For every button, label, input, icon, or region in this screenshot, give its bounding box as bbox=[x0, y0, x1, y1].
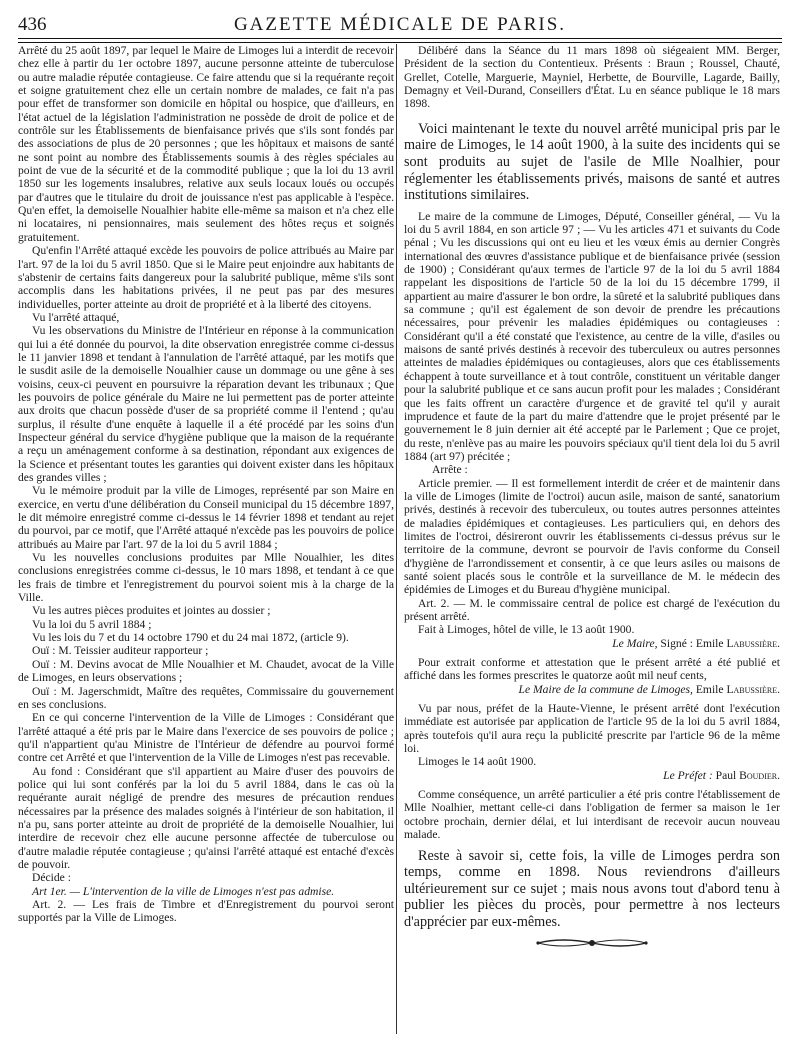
closing-paragraph: Reste à savoir si, cette fois, la ville de Limoges perdra son temps, comme en 1898. Nous reviendrons d'ailleurs ultérieurement sur ce sujet ; mais nous avons tout d'abord tenu à publier les pièces du procès, pour permettre à nos lecteurs d'apprécier par eux-mêmes. bbox=[404, 847, 780, 930]
signature-text: Emile bbox=[692, 682, 727, 696]
paragraph: Vu la loi du 5 avril 1884 ; bbox=[32, 617, 152, 631]
signature-role: Le Maire, bbox=[612, 636, 658, 650]
signature-text: Signé : Emile bbox=[657, 636, 727, 650]
paragraph: Art. 2. — Les frais de Timbre et d'Enregistrement du pourvoi seront supportés par la Ville de Limoges. bbox=[18, 898, 394, 925]
signature-name: Labussière. bbox=[726, 682, 780, 696]
paragraph: Décide : bbox=[32, 871, 71, 885]
paragraph: Vu les lois du 7 et du 14 octobre 1790 et du 24 mai 1872, (article 9). bbox=[32, 631, 349, 645]
preamble: Le maire de la commune de Limoges, Député, Conseiller général, — Vu la loi du 5 avril 1884, en son article 97 ; — Vu les articles 471 et suivants du Code pénal ; Vu les discussions qui ont eu lieu et les vœux émis au dernier Congrès international des œuvres d'assistance publique et de bienfaisance privée (session de 1900) ; Considérant qu'aux termes de l'article 97 de la loi du 5 avril 1884 rappelant les dispositions de l'article 50 de la loi du 15 décembre 1799, il appartient au maire d'assurer le bon ordre, la sûreté et la salubrité publiques dans sa commune ; qu'il est également de son devoir de prendre les précautions nécessaires, pour prévenir les maladies épidémiques ou contagieuses : Considérant qu'il a été constaté que l'existence, au centre de la ville, d'asiles ou maisons de santé privés destinés à recevoir des tuberculeux ou autres personnes atteintes de maladies épidémiques ou contagieuses, alors que ces établissements échappent à toute surveillance et à tout contrôle, constituent un véritable danger pour la salubrité publique et ce sans aucun profit pour les malades ; Considérant que les faits offrent un caractère d'urgence et de gravité tel qu'il y aurait imprudence et faute de la part du maire d'attendre que le projet présenté par le gouvernement le 8 juin dernier ait été accepté par le Parlement ; Que ce projet, du reste, n'enlève pas au maire les pouvoirs spéciaux qu'il tient dela loi du 5 avril 1884 (art 97) précitée ; bbox=[404, 209, 780, 463]
paragraph: Qu'enfin l'Arrêté attaqué excède les pouvoirs de police attribués au Maire par l'art. 97 de la loi du 5 avril 1850. Que si le Maire peut enjoindre aux habitants de s'abstenir de certains faits dangereux pour la salubrité publique, même s'ils sont accomplis dans les habitations privées, il ne peut pas par des mesures individuelles, porter atteinte au droit de propriété et à la liberté des citoyens. bbox=[18, 244, 394, 311]
prefet-date: Limoges le 14 août 1900. bbox=[418, 755, 537, 769]
paragraph: Vu les observations du Ministre de l'Intérieur en réponse à la communication qui lui a été donnée du pourvoi, la dite observation enregistrée comme ci-dessus le 11 janvier 1898 et tendant à l'annulation de l'arrêté attaqué, par les motifs que le susdit asile de la demoiselle Noualhier cause un dommage ou une gêne à ses voisins, ceux-ci peuvent en poursuivre la réparation devant les tribunaux ; Que les pouvoirs de police générale du Maire ne lui permettent pas de porter atteinte aux droits que chacun possède d'user de sa propriété comme il l'entend ; qu'au surplus, il résulte d'une enquête à laquelle il a été procédé par les soins d'un Inspecteur général du service d'hygiène publique que la maison de la requérante a reçu un aménagement conforme à sa destination, répondant aux exigences de la Science et présentant toutes les garanties qui doivent exister dans les hôpitaux des grandes villes ; bbox=[18, 324, 394, 484]
paragraph: Vu l'arrêté attaqué, bbox=[32, 310, 120, 324]
paragraph: Vu les nouvelles conclusions produites par Mlle Noualhier, les dites conclusions enregistrées comme ci-dessus, le 10 mars 1898, et tendant à ce que les frais de timbre et l'enregistrement du pourvoi soient mis à la charge de la Ville. bbox=[18, 551, 394, 605]
ornament-icon bbox=[532, 936, 652, 950]
consequence: Comme conséquence, un arrêté particulier a été pris contre l'établissement de Mlle Noalhier, mettant celle-ci dans l'obligation de fermer sa maison le 1er octobre prochain, dernier délai, et lui interdisant de recevoir aucun nouveau malade. bbox=[404, 788, 780, 842]
signature-maire-commune bbox=[404, 683, 780, 696]
header-rule bbox=[18, 38, 782, 43]
signature-name: Labussière. bbox=[726, 636, 780, 650]
signature-prefet bbox=[404, 769, 780, 782]
intro-paragraph: Voici maintenant le texte du nouvel arrêté municipal pris par le maire de Limoges, le 14 août 1900, à la suite des incidents qui se sont produits au sujet de l'asile de Mlle Noalhier, pour réglementer les établissements privés, maisons de santé et autres institutions similaires. bbox=[404, 120, 780, 204]
journal-title: GAZETTE MÉDICALE DE PARIS. bbox=[233, 14, 567, 35]
paragraph: Arrêté du 25 août 1897, par lequel le Maire de Limoges lui a interdit de recevoir chez elle à partir du 1er octobre 1897, aucune personne atteinte de tuberculose ou autre maladie réputée contagieuse. Ce faire attendu que si la requérante reçoit et soigne gratuitement chez elle un certain nombre de malades, ce fait n'a pas pour effet de transformer son domicile en hôpital ou hospice, que d'ailleurs, en l'état actuel de la législation l'administration ne possède de droit de police et de contrôle sur les Établissements de bienfaisance privés que s'ils sont fondés par des associations de plus de 20 personnes ; que les hôpitaux et maisons de santé ne sont point au nombre des Établissements soumis à des règles spéciales au point de vue de la sécurité et de la commodité publique ; que la loi du 13 avril 1850 sur les logements insalubres, relative aux seuls locaux loués ou occupés par d'autres que le titulaire du droit de jouissance n'est pas applicable à l'espèce. Qu'en effet, la demoiselle Noualhier habite elle-même sa maison et n'a chez elle ni locataires, ni pensionnaires, mais seulement des hôtes reçus et soignés gratuitement. bbox=[18, 44, 394, 244]
paragraph: Vu les autres pièces produites et jointes au dossier ; bbox=[32, 604, 271, 618]
paragraph: Ouï : M. Jagerschmidt, Maître des requêtes, Commissaire du gouvernement en ses conclusions. bbox=[18, 684, 394, 711]
paragraph: Art 1er. — L'intervention de la ville de Limoges n'est pas admise. bbox=[32, 884, 335, 898]
article-2: Art. 2. — M. le commissaire central de police est chargé de l'exécution du présent arrêté. bbox=[404, 596, 780, 623]
paragraph: Ouï : M. Teissier auditeur rapporteur ; bbox=[32, 644, 209, 658]
page-number: 436 bbox=[18, 14, 47, 35]
left-column bbox=[18, 44, 394, 1034]
paragraph: En ce qui concerne l'intervention de la Ville de Limoges : Considérant que l'arrêté attaqué a été pris par le Maire dans l'exercice de ses pouvoirs de police ; qu'il n'appartient qu'au Ministre de l'Intérieur de défendre au pourvoi formé contre cet Arrêté et que l'intervention de la Ville de Limoges n'est pas recevable. bbox=[18, 711, 394, 765]
arrete-label: Arrête : bbox=[432, 463, 468, 477]
signature-role: Le Préfet : bbox=[663, 768, 713, 782]
prefet-text: Vu par nous, préfet de la Haute-Vienne, le présent arrêté dont l'exécution immédiate est autorisée par application de l'article 95 de la loi du 5 avril 1884, après toutefois qu'il aura reçu la publicité prescrite par l'article 96 de la même loi. bbox=[404, 702, 780, 756]
signature-name: Boudier. bbox=[739, 768, 780, 782]
paragraph: Au fond : Considérant que s'il appartient au Maire d'user des pouvoirs de police qui lui sont conférés par la loi du 5 avril 1884, dans le cas où la requérante aurait négligé de prendre des mesures de précaution rendues nécessaires par la présence des malades soignés à l'intérieur de son habitation, il n'a pu, sans porter atteinte au droit de propriété de la demoiselle Noualhier, lui interdire de recevoir chez elle aucune personne affectée de tuberculose ou d'autre maladie réputée contagieuse ; qu'ainsi l'arrêté attaqué est entaché d'excès de pouvoir. bbox=[18, 764, 394, 871]
deliberation: Délibéré dans la Séance du 11 mars 1898 où siégeaient MM. Berger, Président de la section du Contentieux. Présents : Braun ; Roussel, Chauté, Grellet, Cotelle, Marguerie, Mayniel, Herbette, de Bourville, Lagarde, Bailly, Demagny et Veil-Durand, Conseillers d'État. Lu en séance publique le 18 mars 1898. bbox=[404, 44, 780, 111]
right-column bbox=[404, 44, 780, 1034]
article-1: Article premier. — Il est formellement interdit de créer et de maintenir dans la ville de Limoges (limite de l'octroi) aucun asile, maison de santé, sanatorium privés, destinés à recevoir des tuberculeux, ou toutes autres personnes atteintes de maladies épidémiques et contagieuses. Les particuliers qui, en dehors des limites de l'octroi, désireront ouvrir les établissements ci-dessus prévus sur le territoire de la commune, devront se pourvoir de l'avis conforme du Conseil d'hygiène de l'arrondissement et consentir, à ce que leurs asiles ou maisons de santé soient placés sous le contrôle et la surveillance de M. le médecin des épidémies de Limoges et du Bureau d'hygiène municipal. bbox=[404, 476, 780, 597]
signature-text: Paul bbox=[712, 768, 740, 782]
column-separator bbox=[396, 44, 397, 1034]
signature-maire bbox=[404, 637, 780, 650]
signature-role: Le Maire de la commune de Limoges, bbox=[518, 682, 693, 696]
paragraph: Vu le mémoire produit par la ville de Limoges, représenté par son Maire en exercice, en vertu d'une délibération du Conseil municipal du 15 décembre 1897, le dit mémoire enregistré comme ci-dessus le 14 février 1898 et tendant au rejet du pourvoi, par ce motif, que l'Arrêté attaqué n'excède pas les pouvoirs de police attribués au Maire par l'art. 97 de la loi du 5 avril 1884 ; bbox=[18, 484, 394, 551]
extract: Pour extrait conforme et attestation que le présent arrêté a été publié et affiché dans les formes prescrites le quatorze août mil neuf cents, bbox=[404, 656, 780, 683]
done-at: Fait à Limoges, hôtel de ville, le 13 août 1900. bbox=[418, 623, 635, 637]
paragraph: Ouï : M. Devins avocat de Mlle Noualhier et M. Chaudet, avocat de la Ville de Limoges, en leurs observations ; bbox=[18, 657, 394, 685]
